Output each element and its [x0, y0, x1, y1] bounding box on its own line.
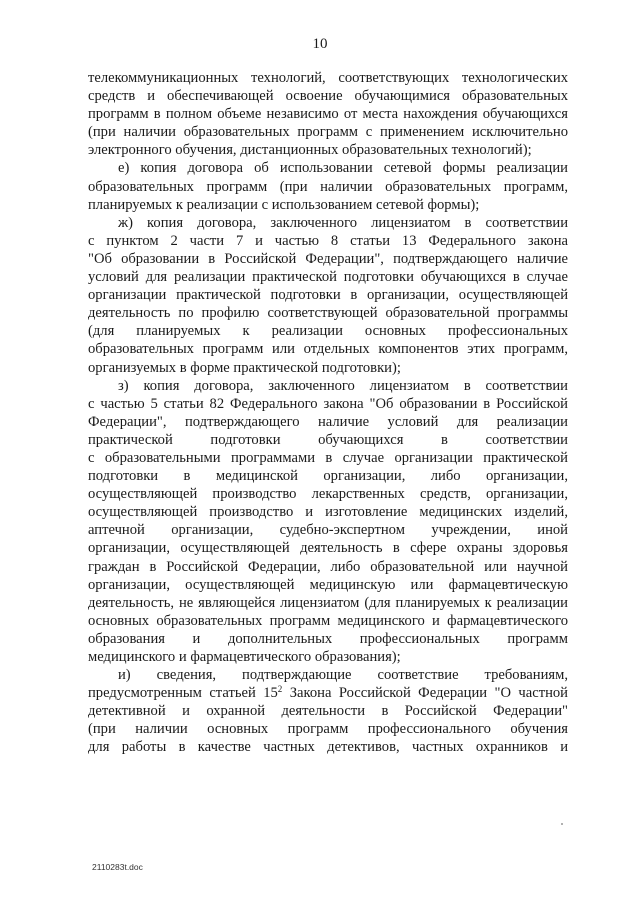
- text-line: [88, 612, 568, 630]
- text-line: [88, 576, 568, 594]
- text-line-content: аптечной организации, судебно-экспертном учреждении, иной: [88, 522, 568, 539]
- text-line: [88, 395, 568, 413]
- body-text: [88, 69, 568, 757]
- text-line: [88, 69, 568, 87]
- text-line-content: практической подготовки обучающихся в соответствии: [88, 431, 568, 448]
- scan-mark: [561, 823, 563, 825]
- text-line-content: предусмотренным статьей 15: [88, 685, 278, 702]
- text-line: [88, 521, 568, 539]
- text-line: [88, 594, 568, 612]
- text-line: [88, 359, 568, 377]
- text-line-content: программ в полном объеме независимо от места нахождения обучающихся: [88, 106, 568, 123]
- text-line-content: средств и обеспечивающей освоение обучающимися образовательных: [88, 88, 568, 105]
- text-line: [88, 286, 568, 304]
- text-line: [88, 123, 568, 141]
- text-line-content: (для планируемых к реализации основных профессиональных: [88, 323, 568, 340]
- text-line: [88, 322, 568, 340]
- text-line: [88, 558, 568, 576]
- superscript: 2: [277, 684, 283, 695]
- text-line: [88, 449, 568, 467]
- text-line: [88, 304, 568, 322]
- text-line-content: организации, осуществляющей деятельность в сфере охраны здоровья: [88, 540, 568, 557]
- text-line-content: детективной и охранной деятельности в Российской Федерации": [88, 703, 568, 720]
- text-line: [88, 503, 568, 521]
- text-line-content: деятельность, не являющейся лицензиатом (для планируемых к реализации: [88, 594, 568, 611]
- text-line: [88, 738, 568, 756]
- text-line: [88, 666, 568, 684]
- text-line-content: организации, осуществляющей медицинскую или фармацевтическую: [88, 576, 568, 593]
- text-line: [88, 485, 568, 503]
- text-line: [88, 196, 568, 214]
- text-line: [88, 648, 568, 666]
- text-line: [88, 720, 568, 738]
- page-number: 10: [312, 36, 328, 52]
- text-line: [88, 250, 568, 268]
- text-line-content: с частью 5 статьи 82 Федерального закона "Об образовании в Российской: [88, 395, 568, 412]
- text-line-content: (при наличии основных программ профессионального обучения: [88, 721, 568, 738]
- text-line-content: телекоммуникационных технологий, соответствующих технологических: [88, 70, 568, 86]
- text-line-content: электронного обучения, дистанционных образовательных технологий);: [88, 142, 532, 159]
- text-line-content: условий для реализации практической подготовки обучающихся в случае: [88, 269, 568, 286]
- text-line-content: основных образовательных программ медицинского и фармацевтического: [88, 612, 568, 629]
- text-line-continuation: Закона Российской Федерации "О частной: [282, 685, 568, 702]
- text-line: [88, 214, 568, 232]
- text-line: [88, 702, 568, 720]
- text-line: [88, 268, 568, 286]
- text-line-content: организации практической подготовки в организации, осуществляющей: [88, 287, 568, 304]
- text-line-content: организуемых в форме практической подготовки);: [88, 359, 401, 376]
- text-line-content: осуществляющей производство и изготовление медицинских изделий,: [88, 504, 568, 521]
- file-id: 2110283t.doc: [92, 862, 143, 872]
- text-line-content: (при наличии образовательных программ с применением исключительно: [88, 124, 568, 141]
- text-line: [88, 178, 568, 196]
- text-line-content: образовательных программ или отдельных компонентов этих программ,: [88, 341, 568, 358]
- text-line: [88, 87, 568, 105]
- text-line: [88, 141, 568, 159]
- text-line-content: образовательных программ (при наличии образовательных программ,: [88, 178, 568, 195]
- text-line-content: Федерации", подтверждающего наличие условий для реализации: [88, 413, 568, 430]
- text-line-content: граждан в Российской Федерации, либо образовательной или научной: [88, 558, 568, 575]
- text-line-content: з) копия договора, заключенного лицензиатом в соответствии: [118, 377, 568, 394]
- text-line-content: медицинского и фармацевтического образования);: [88, 649, 401, 665]
- text-line: [88, 159, 568, 177]
- text-line: [88, 684, 568, 702]
- text-line-content: ж) копия договора, заключенного лицензиатом в соответствии: [118, 214, 568, 231]
- text-line: [88, 467, 568, 485]
- text-line: [88, 539, 568, 557]
- text-line: [88, 377, 568, 395]
- text-line: [88, 431, 568, 449]
- text-line-content: образования и дополнительных профессиональных программ: [88, 630, 568, 647]
- text-line: [88, 340, 568, 358]
- text-line-content: планируемых к реализации с использованием сетевой формы);: [88, 196, 480, 213]
- text-line-content: "Об образовании в Российской Федерации", подтверждающего наличие: [88, 250, 568, 267]
- text-line-content: осуществляющей производство лекарственных средств, организации,: [88, 486, 568, 503]
- text-line-content: деятельность по профилю соответствующей образовательной программы: [88, 305, 568, 322]
- text-line-content: с образовательными программами в случае организации практической: [88, 449, 568, 466]
- text-line-content: для работы в качестве частных детективов, частных охранников и: [88, 739, 568, 756]
- text-line-content: и) сведения, подтверждающие соответствие требованиям,: [118, 667, 568, 684]
- text-line: [88, 630, 568, 648]
- text-line-content: подготовки в медицинской организации, либо организации,: [88, 468, 568, 485]
- text-line-content: с пунктом 2 части 7 и частью 8 статьи 13 Федерального закона: [88, 232, 568, 249]
- text-line: [88, 232, 568, 250]
- text-line-content: е) копия договора об использовании сетевой формы реализации: [118, 160, 568, 177]
- text-line: [88, 413, 568, 431]
- text-line: [88, 105, 568, 123]
